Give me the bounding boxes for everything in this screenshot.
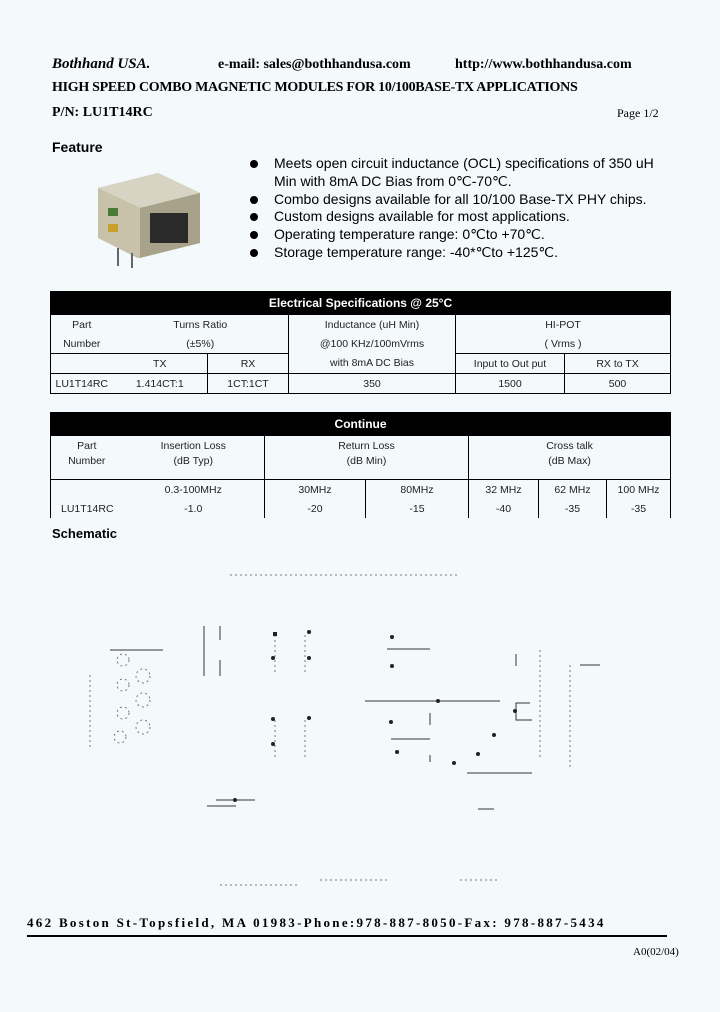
bullet-icon (250, 213, 258, 221)
header-number: Number (51, 455, 123, 480)
revision: A0(02/04) (633, 946, 679, 958)
website: http://www.bothhandusa.com (455, 57, 632, 72)
table-row (51, 374, 671, 394)
header-turns: Turns Ratio (113, 315, 289, 335)
header-crosstalk: Cross talk (469, 436, 671, 456)
cell-value: -15 (366, 499, 469, 518)
header-part: Part (51, 436, 123, 456)
feature-list (248, 155, 654, 262)
schematic-diagram (80, 555, 600, 905)
bullet-icon (250, 160, 258, 168)
table-row (51, 499, 671, 518)
table-title: Electrical Specifications @ 25°C (51, 292, 671, 315)
company-name: Bothhand USA. (52, 56, 151, 72)
feature-text: Min with 8mA DC Bias from 0℃-70℃. (274, 172, 512, 189)
feature-text: Meets open circuit inductance (OCL) specifications of 350 uH (274, 155, 654, 171)
header-inductance: Inductance (uH Min) (289, 315, 456, 335)
cell-rx-tx: 500 (565, 374, 671, 394)
table-title: Continue (51, 413, 671, 436)
feature-item (248, 226, 654, 244)
header-vrms: ( Vrms ) (456, 334, 671, 354)
header-insertion-loss: Insertion Loss (123, 436, 265, 456)
part-number: P/N: LU1T14RC (52, 105, 153, 120)
cell-value: -1.0 (123, 499, 265, 518)
electrical-spec-table (50, 291, 671, 394)
cell-tx: 1.414CT:1 (113, 374, 208, 394)
freq-header: 0.3-100MHz (123, 480, 265, 500)
cell-input-output: 1500 (456, 374, 565, 394)
feature-item (248, 155, 654, 173)
header-tx: TX (113, 354, 208, 374)
feature-text: Operating temperature range: 0℃to +70℃. (274, 226, 545, 243)
header-rx: RX (208, 354, 289, 374)
header-inductance-cond: @100 KHz/100mVrms (289, 334, 456, 354)
cell-value: -35 (607, 499, 671, 518)
cell-part: LU1T14RC (51, 374, 113, 394)
empty-cell (51, 354, 113, 374)
header-hipot: HI-POT (456, 315, 671, 335)
doc-title: HIGH SPEED COMBO MAGNETIC MODULES FOR 10/100BASE-TX APPLICATIONS (52, 80, 578, 95)
cell-part: LU1T14RC (51, 499, 123, 518)
header-inductance-bias: with 8mA DC Bias (289, 354, 456, 374)
header-rl-unit: (dB Min) (265, 455, 469, 480)
freq-header: 100 MHz (607, 480, 671, 500)
feature-heading: Feature (52, 139, 103, 155)
feature-item-continued (248, 173, 654, 191)
feature-text: Combo designs available for all 10/100 Base-TX PHY chips. (274, 190, 647, 207)
footer-divider (27, 935, 667, 937)
page-number: Page 1/2 (617, 106, 659, 120)
freq-header: 32 MHz (469, 480, 539, 500)
cell-value: -40 (469, 499, 539, 518)
header-rx-tx: RX to TX (565, 354, 671, 374)
header-number: Number (51, 334, 113, 354)
product-photo (88, 158, 208, 270)
feature-text: Storage temperature range: -40*℃to +125℃. (274, 243, 558, 260)
feature-text: Custom designs available for most applications. (274, 208, 570, 225)
header-tolerance: (±5%) (113, 334, 289, 354)
header-part: Part (51, 315, 113, 335)
cell-value: -20 (265, 499, 366, 518)
freq-header: 80MHz (366, 480, 469, 500)
freq-header: 30MHz (265, 480, 366, 500)
bullet-icon (250, 249, 258, 257)
footer-address: 462 Boston St-Topsfield, MA 01983-Phone:978-887-8050-Fax: 978-887-5434 (27, 915, 606, 930)
freq-header: 62 MHz (539, 480, 607, 500)
feature-item (248, 244, 654, 262)
feature-item (248, 208, 654, 226)
email: e-mail: sales@bothhandusa.com (218, 57, 411, 72)
bullet-icon (250, 231, 258, 239)
empty-cell (51, 480, 123, 500)
cell-value: -35 (539, 499, 607, 518)
header-input-output: Input to Out put (456, 354, 565, 374)
header-return-loss: Return Loss (265, 436, 469, 456)
header-ct-unit: (dB Max) (469, 455, 671, 480)
feature-item (248, 191, 654, 209)
cell-rx: 1CT:1CT (208, 374, 289, 394)
bullet-icon (250, 196, 258, 204)
header-il-unit: (dB Typ) (123, 455, 265, 480)
cell-inductance: 350 (289, 374, 456, 394)
schematic-heading: Schematic (52, 526, 118, 541)
continue-spec-table (50, 412, 671, 518)
